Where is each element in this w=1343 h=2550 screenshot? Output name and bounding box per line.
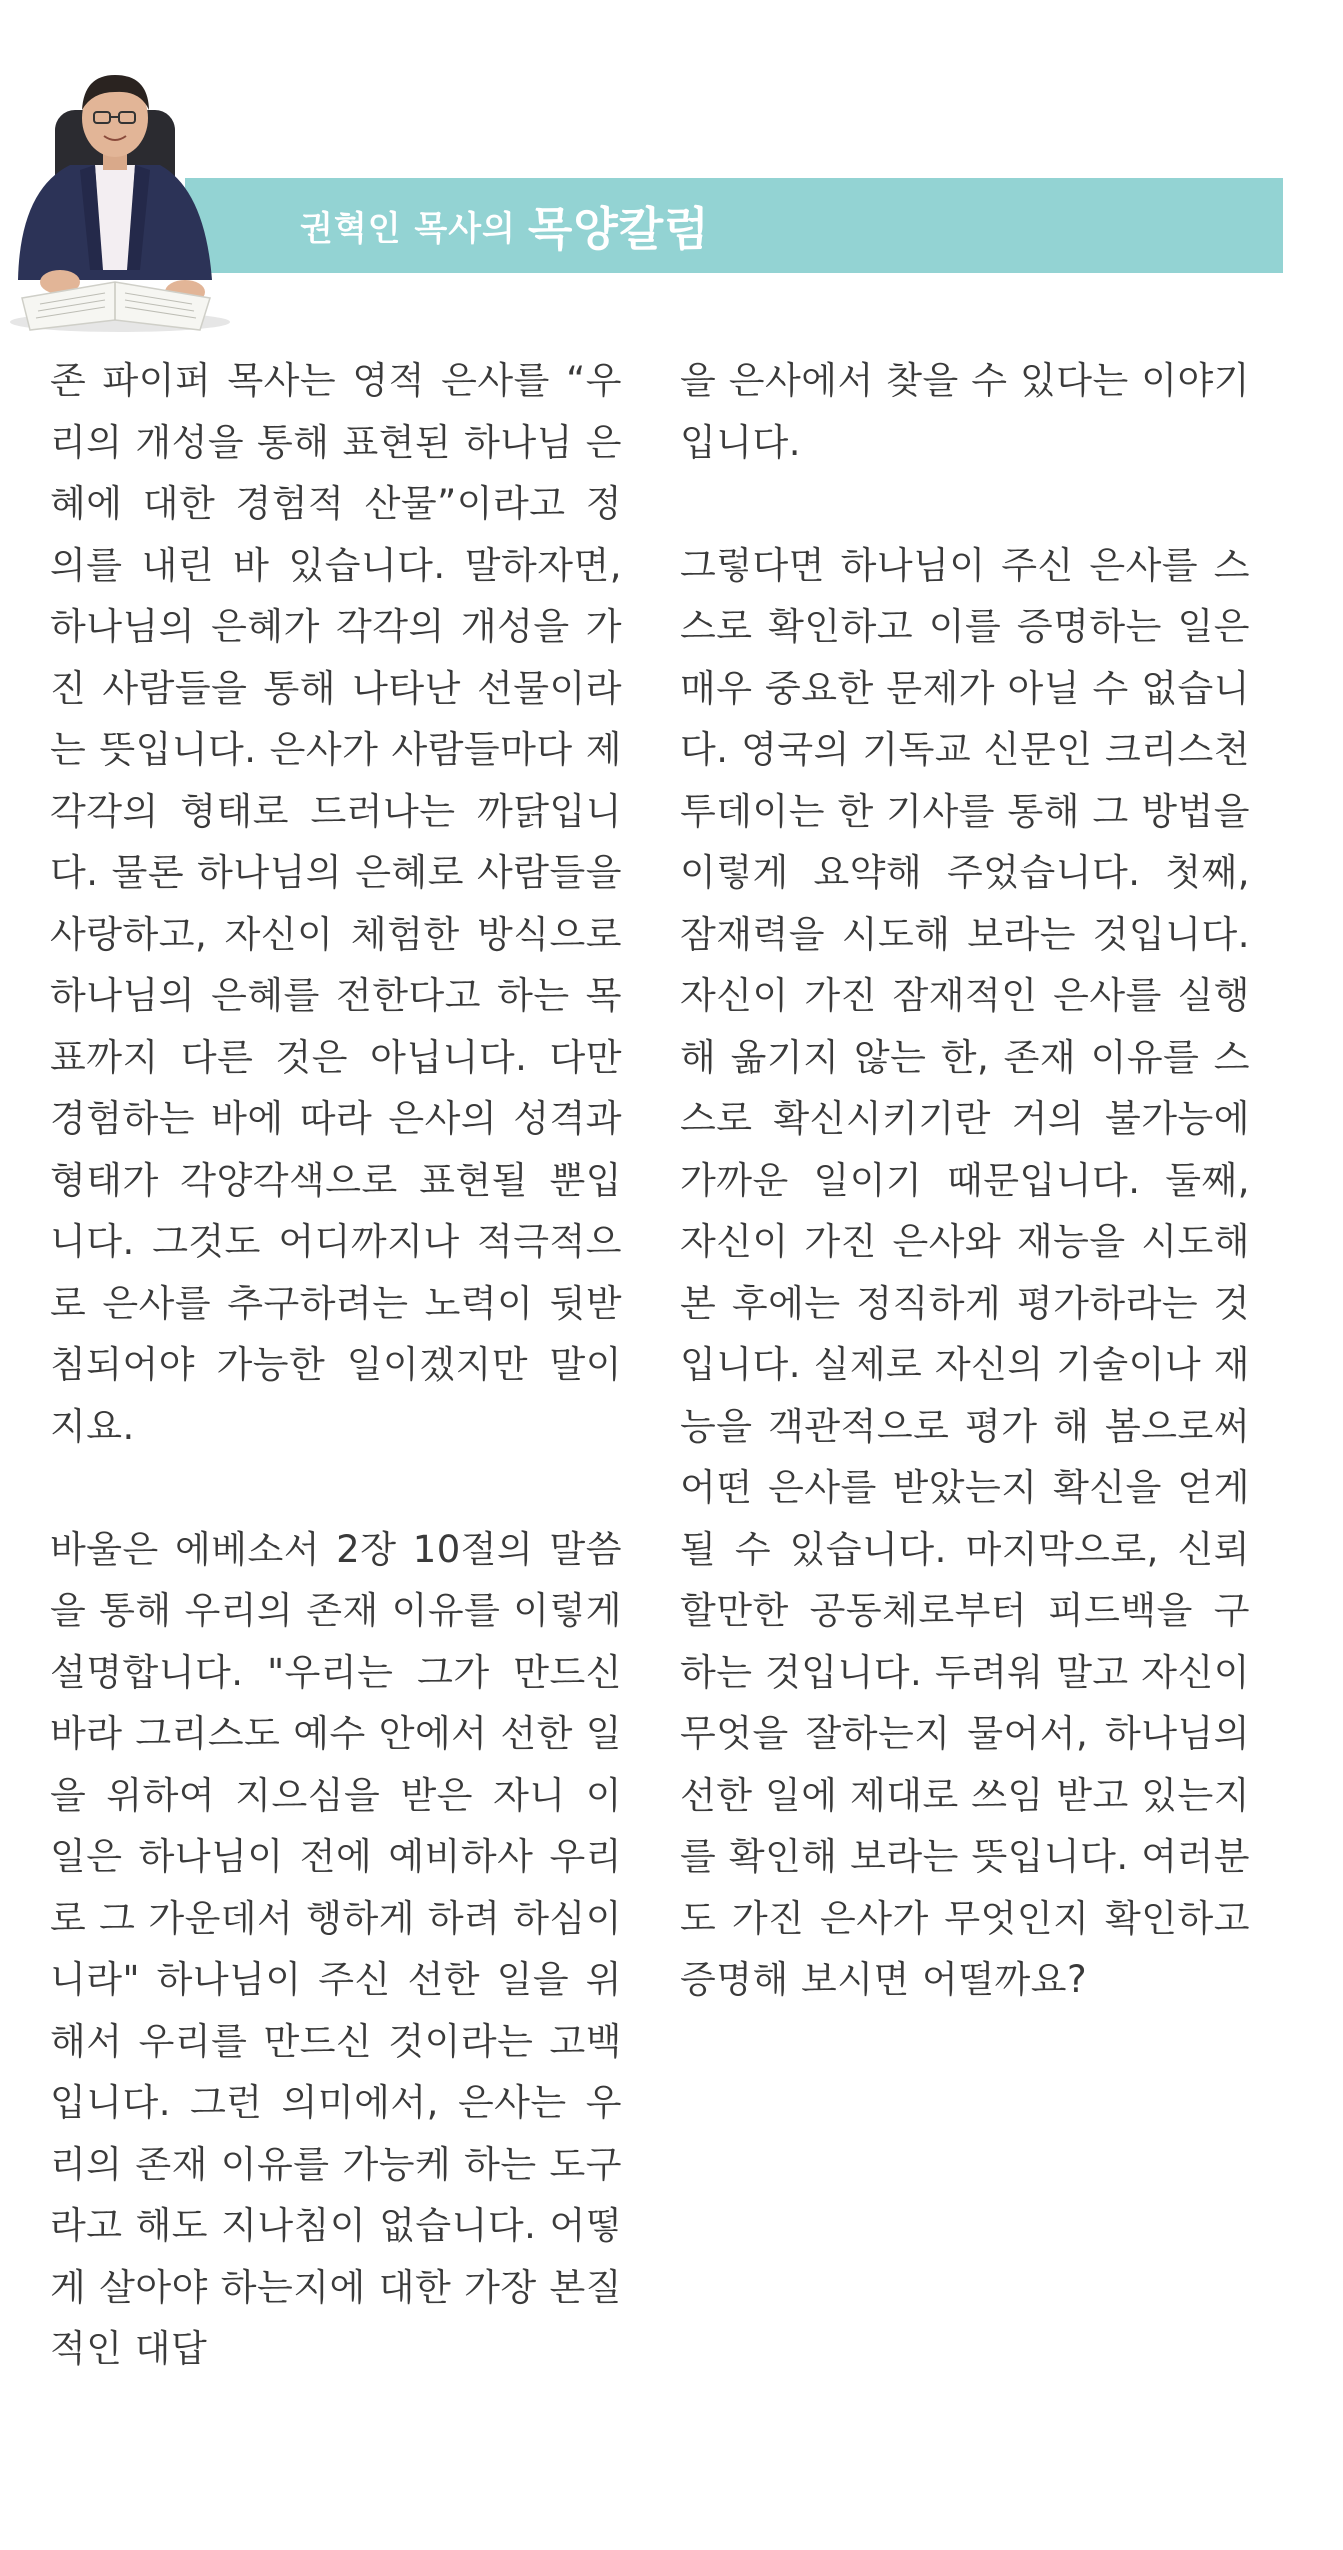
article-column-right bbox=[680, 350, 1250, 2011]
paragraph: 을 은사에서 찾을 수 있다는 이야기입니다. bbox=[680, 359, 1250, 464]
article-body bbox=[0, 350, 1343, 2500]
article-column-left bbox=[50, 350, 622, 2380]
column-title bbox=[300, 178, 710, 273]
column-title-prefix: 권혁인 목사의 bbox=[300, 209, 516, 249]
pastor-portrait-photo bbox=[0, 30, 230, 335]
paragraph: 존 파이퍼 목사는 영적 은사를 “우리의 개성을 통해 표현된 하나님 은혜에 대한 경험적 산물”이라고 정의를 내린 바 있습니다. 말하자면, 하나님의 은혜가 각각의 개성을 가진 사람들을 통해 나타난 선물이라는 뜻입니다. 은사가 사람들마다 제각각의 형태로 드러나는 까닭입니다. 물론 하나님의 은혜로 사람들을 사랑하고, 자신이 체험한 방식으로 하나님의 은혜를 전한다고 하는 목표까지 다른 것은 아닙니다. 다만 경험하는 바에 따라 은사의 성격과 형태가 각양각색으로 표현될 뿐입니다. 그것도 어디까지나 적극적으로 은사를 추구하려는 노력이 뒷받침되어야 가능한 일이겠지만 말이지요. bbox=[50, 359, 622, 1448]
column-title-main: 목양칼럼 bbox=[527, 201, 710, 256]
paragraph: 바울은 에베소서 2장 10절의 말씀을 통해 우리의 존재 이유를 이렇게 설명합니다. "우리는 그가 만드신 바라 그리스도 예수 안에서 선한 일을 위하여 지으심을 받은 자니 이 일은 하나님이 전에 예비하사 우리로 그 가운데서 행하게 하려 하심이니라" 하나님이 주신 선한 일을 위해서 우리를 만드신 것이라는 고백입니다. 그런 의미에서, 은사는 우리의 존재 이유를 가능케 하는 도구라고 해도 지나침이 없습니다. 어떻게 살아야 하는지에 대한 가장 본질적인 대답 bbox=[50, 1527, 622, 2370]
paragraph: 그렇다면 하나님이 주신 은사를 스스로 확인하고 이를 증명하는 일은 매우 중요한 문제가 아닐 수 없습니다. 영국의 기독교 신문인 크리스천투데이는 한 기사를 통해 그 방법을 이렇게 요약해 주었습니다. 첫째, 잠재력을 시도해 보라는 것입니다. 자신이 가진 잠재적인 은사를 실행해 옮기지 않는 한, 존재 이유를 스스로 확신시키기란 거의 불가능에 가까운 일이기 때문입니다. 둘째, 자신이 가진 은사와 재능을 시도해 본 후에는 정직하게 평가하라는 것입니다. 실제로 자신의 기술이나 재능을 객관적으로 평가 해 봄으로써 어떤 은사를 받았는지 확신을 얻게 될 수 있습니다. 마지막으로, 신뢰할만한 공동체로부터 피드백을 구하는 것입니다. 두려워 말고 자신이 무엇을 잘하는지 물어서, 하나님의 선한 일에 제대로 쓰임 받고 있는지를 확인해 보라는 뜻입니다. 여러분도 가진 은사가 무엇인지 확인하고 증명해 보시면 어떨까요? bbox=[680, 543, 1250, 2001]
